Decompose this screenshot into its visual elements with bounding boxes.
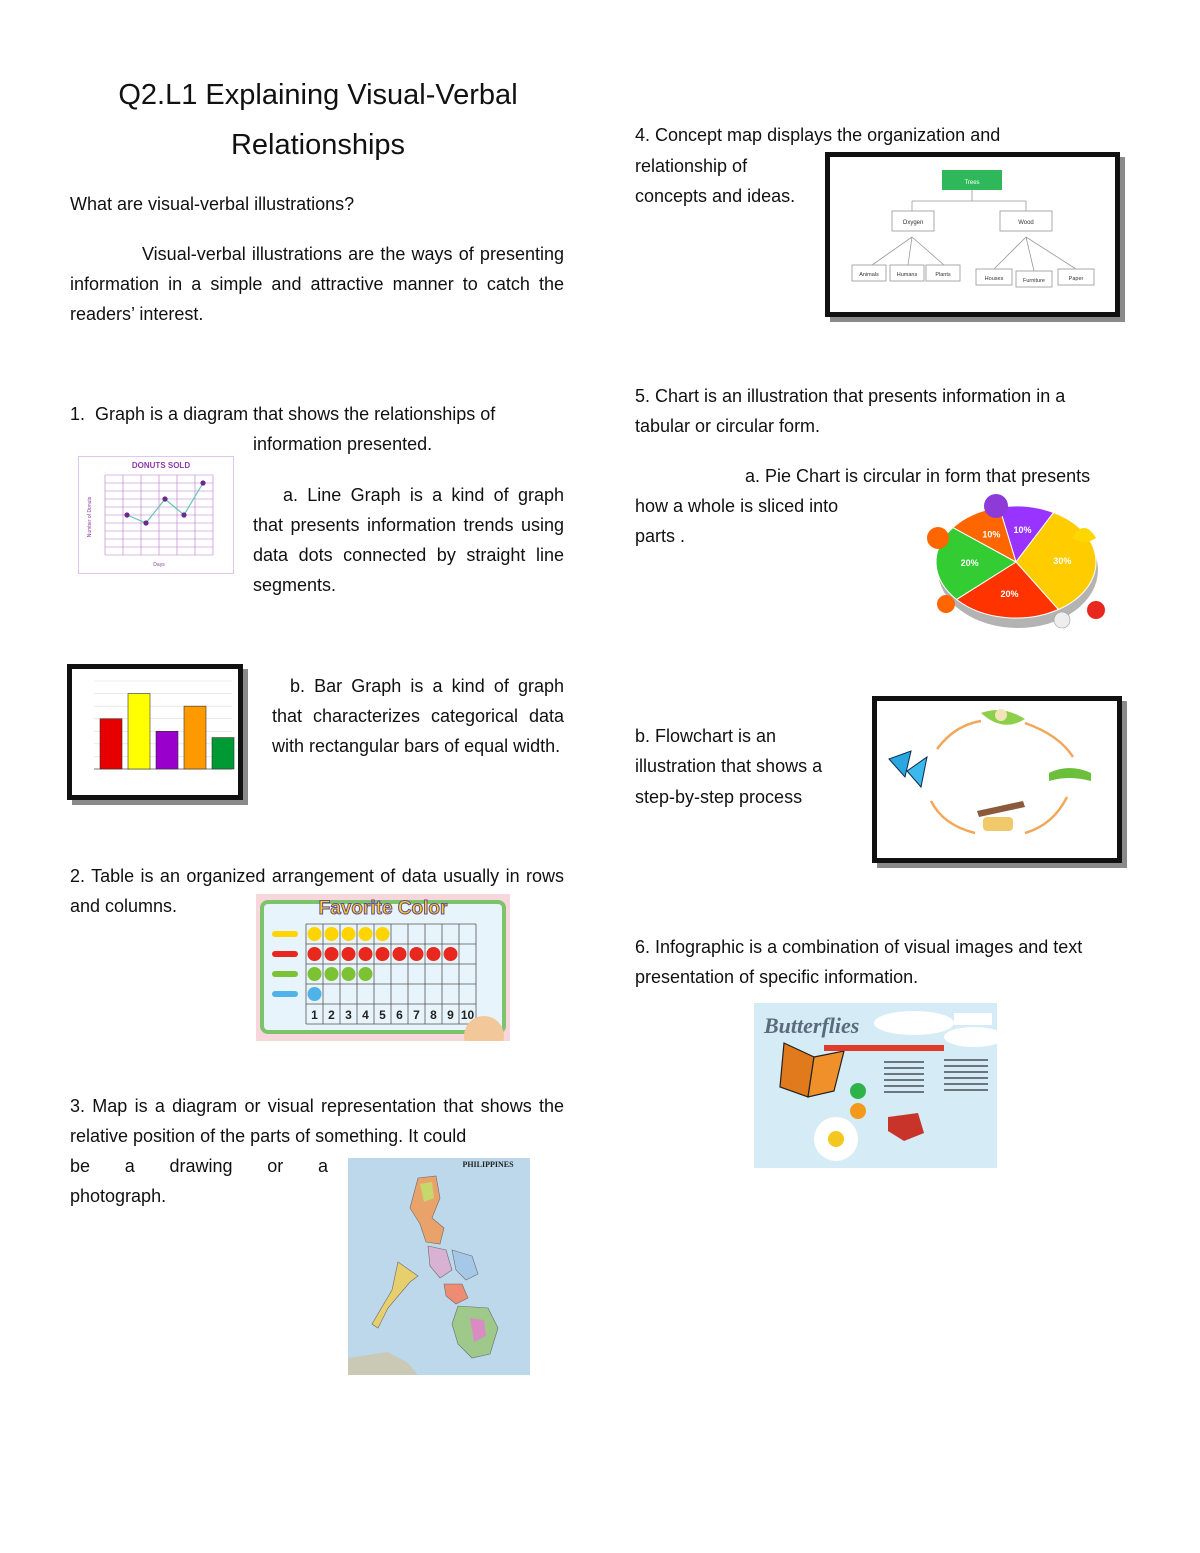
item1-text: Graph is a diagram that shows the relationships of	[95, 404, 496, 424]
concept-leaf-label: Animals	[859, 272, 879, 278]
concept-map-definition-2: relationship of	[635, 156, 748, 176]
concept-leaf-label: Humans	[896, 272, 918, 278]
line-graph-xlabel: Days	[153, 562, 165, 568]
flowchart-definition: b. Flowchart is an	[635, 726, 777, 746]
map-word-3: drawing	[169, 1156, 233, 1176]
map-figure-title: PHILIPPINES	[462, 1160, 514, 1169]
pie-chart-definition-2: how a whole is sliced into	[635, 496, 839, 516]
line-graph-title: DONUTS SOLD	[131, 461, 191, 470]
concept-map-definition: 4. Concept map displays the organization and	[635, 125, 1001, 145]
map-definition-spaced	[70, 1151, 328, 1181]
chart-definition: 5. Chart is an illustration that presents information in a	[635, 386, 1066, 406]
table-fruit	[410, 947, 424, 961]
line-graph-figure	[78, 456, 234, 574]
concept-root: Trees	[964, 180, 980, 186]
bar-graph-figure	[67, 664, 243, 800]
table-fruit	[325, 947, 339, 961]
map-word-1: be	[70, 1156, 91, 1176]
question: What are visual-verbal illustrations?	[70, 194, 355, 214]
table-figure	[256, 894, 510, 1041]
infographic-title: Butterflies	[764, 1013, 860, 1038]
table-fruit	[308, 947, 322, 961]
map-word-5: a	[317, 1156, 328, 1176]
bar-graph-bar	[212, 738, 234, 769]
table-number: 1	[311, 1008, 318, 1022]
concept-leaf-label: Furniture	[1022, 278, 1046, 284]
table-row-marker	[272, 951, 298, 957]
map-figure	[348, 1158, 530, 1375]
line-graph-point	[181, 512, 186, 517]
pie-label: 10%	[982, 529, 1001, 540]
table-row-marker	[272, 971, 298, 977]
table-fruit	[359, 947, 373, 961]
item1-number: 1.	[70, 404, 86, 424]
table-row-marker	[272, 931, 298, 937]
table-fruit	[342, 927, 356, 941]
concept-leaf-label: Paper	[1068, 276, 1084, 282]
table-number: 3	[345, 1008, 352, 1022]
line-graph-point	[124, 512, 129, 517]
pie-label: 30%	[1053, 555, 1072, 566]
concept-right: Wood	[1018, 220, 1034, 226]
graph-definition-2: information presented.	[253, 434, 433, 454]
table-number: 4	[362, 1008, 369, 1022]
bar-graph-bar	[100, 719, 122, 769]
table-number: 7	[413, 1008, 420, 1022]
line-graph-point	[143, 520, 148, 525]
map-definition-end: photograph.	[70, 1186, 167, 1206]
concept-leaf-label: Houses	[984, 276, 1004, 282]
bar-graph-bar	[156, 731, 178, 769]
table-fruit	[359, 967, 373, 981]
concept-leaf-label: Plants	[935, 272, 951, 278]
line-graph-point	[200, 480, 205, 485]
table-fruit	[376, 947, 390, 961]
line-graph-definition	[253, 480, 564, 600]
table-definition: 2. Table is an organized arrangement of data usually in rows and columns.	[70, 866, 564, 916]
page-title	[70, 70, 566, 170]
pie-label: 20%	[960, 558, 979, 569]
table-fruit	[342, 947, 356, 961]
table-fruit	[325, 927, 339, 941]
table-number: 6	[396, 1008, 403, 1022]
table-fruit	[308, 927, 322, 941]
pie-label: 10%	[1013, 524, 1032, 535]
bar-graph-bar	[184, 706, 206, 769]
table-number: 9	[447, 1008, 454, 1022]
graph-definition	[70, 399, 564, 429]
flowchart-definition-3: step-by-step process	[635, 787, 803, 807]
table-number: 2	[328, 1008, 335, 1022]
line-graph-text: Line Graph is a kind of graph that presents information trends using data dots connected by straight line segments.	[253, 485, 564, 595]
title-line-1: Q2.L1 Explaining Visual-Verbal	[118, 79, 518, 111]
table-fruit	[359, 927, 373, 941]
table-fruit	[325, 967, 339, 981]
concept-map-figure	[825, 152, 1120, 317]
line-graph-marker: a.	[283, 485, 299, 505]
infographic-definition-2: presentation of specific information.	[635, 967, 919, 987]
concept-left: Oxygen	[902, 220, 924, 226]
map-definition: 3. Map is a diagram or visual representation that shows the relative position of the parts of something. It could	[70, 1096, 564, 1146]
pie-label: 20%	[1000, 589, 1019, 600]
flowchart-definition-2: illustration that shows a	[635, 756, 823, 776]
table-number: 5	[379, 1008, 386, 1022]
line-graph-ylabel: Number of Donuts	[87, 496, 93, 538]
table-number: 8	[430, 1008, 437, 1022]
map-word-2: a	[124, 1156, 135, 1176]
flowchart-figure	[872, 696, 1122, 863]
bar-graph-definition: b. Bar Graph is a kind of graph that characterizes categorical data with rectangular bars of equal width.	[272, 676, 564, 756]
intro-paragraph: Visual-verbal illustrations are the ways of presenting information in a simple and attractive manner to catch the readers’ interest.	[70, 244, 564, 324]
bar-graph-bar	[128, 694, 150, 769]
table-fruit	[342, 967, 356, 981]
table-row-marker	[272, 991, 298, 997]
map-word-4: or	[267, 1156, 284, 1176]
pie-chart-definition: a. Pie Chart is circular in form that presents	[745, 466, 1091, 486]
table-number: 10	[460, 1008, 475, 1022]
table-fruit	[308, 967, 322, 981]
infographic-definition: 6. Infographic is a combination of visual images and text	[635, 937, 1083, 957]
title-line-2: Relationships	[230, 129, 406, 161]
concept-map-definition-3: concepts and ideas.	[635, 186, 796, 206]
table-fruit	[427, 947, 441, 961]
table-fruit	[444, 947, 458, 961]
chart-definition-2: tabular or circular form.	[635, 416, 821, 436]
table-fruit	[308, 987, 322, 1001]
pie-chart-figure	[916, 486, 1112, 638]
table-figure-title: Favorite Color	[318, 898, 448, 919]
infographic-figure	[754, 1003, 997, 1168]
pie-chart-definition-3: parts .	[635, 526, 686, 546]
table-fruit	[376, 927, 390, 941]
table-fruit	[393, 947, 407, 961]
line-graph-point	[162, 496, 167, 501]
